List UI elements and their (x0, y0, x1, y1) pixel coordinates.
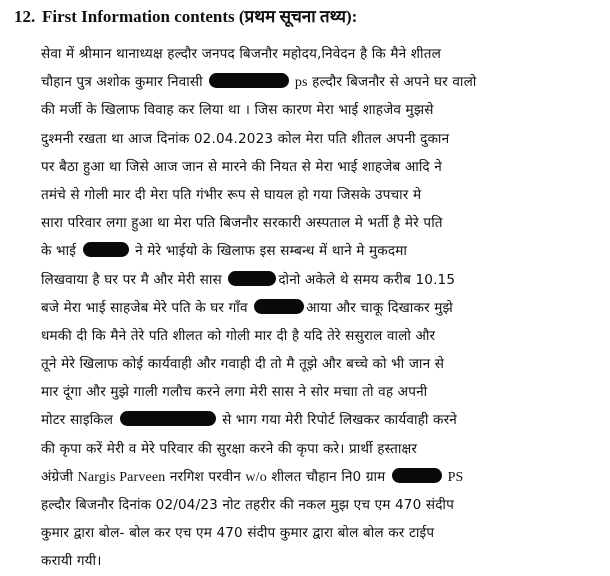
text-line (41, 181, 601, 209)
redaction-mark (254, 299, 304, 314)
text-segment: ps (291, 75, 308, 91)
text-segment: की मर्जी के खिलाफ विवाह कर लिया था । जिस कारण मेरा भाई शाहजेव मुझसे (41, 102, 434, 119)
text-segment: पर बैठा हुआ था जिसे आज जान से मारने की नियत से मेरा भाई शाहजेब आदि ने (41, 158, 442, 175)
text-line (41, 463, 601, 491)
text-segment: लिखवाया है घर पर मै और मेरी सास (41, 271, 227, 288)
text-segment: चौहान पुत्र अशोक कुमार निवासी (41, 74, 208, 91)
text-line (41, 406, 601, 434)
text-line (41, 519, 601, 547)
text-segment: Nargis Parveen (77, 469, 166, 485)
text-segment: करायी गयी। (41, 553, 102, 570)
text-segment: w/o (245, 469, 267, 485)
text-line (41, 153, 601, 181)
text-segment: शीलत चौहान नि0 ग्राम (266, 468, 390, 485)
text-line (41, 40, 601, 68)
redaction-mark (228, 271, 276, 286)
text-segment: बजे मेरा भाई साहजेब मेरे पति के घर गाँव (41, 299, 253, 316)
text-segment: दुश्मनी रखता था आज दिनांक 02.04.2023 कोल मेरा पति शीतल अपनी दुकान (41, 130, 450, 147)
text-line (41, 350, 601, 378)
text-segment: मार दूंगा और मुझे गाली गलौच करने लगा मेरी सास ने सोर मचाा तो वह अपनी (41, 384, 428, 401)
text-line (41, 68, 601, 96)
text-segment: तूने मेरे खिलाफ कोई कार्यवाही और गवाही दी तो मै तूझे और बच्चे को भी जान से (41, 356, 445, 373)
text-line (41, 294, 601, 322)
section-title: First Information contents (प्रथम सूचना तथ्य): (42, 7, 358, 26)
text-segment: सारा परिवार लगा हुआ था मेरा पति बिजनौर सरकारी अस्पताल मे भर्ती है मेरे पति (41, 215, 443, 232)
text-segment: से भाग गया मेरी रिपोर्ट लिखकर कार्यवाही करने (217, 412, 457, 429)
section-number: 12. (14, 7, 36, 26)
text-line (41, 378, 601, 406)
text-segment: हल्दौर बिजनौर दिनांक 02/04/23 नोट तहरीर की नकल मुझ एच एम 470 संदीप (41, 497, 454, 513)
redaction-mark (392, 468, 442, 483)
text-line (41, 209, 601, 237)
text-line (41, 96, 601, 124)
text-line (41, 435, 601, 463)
text-line (41, 266, 601, 294)
text-line (41, 322, 601, 350)
text-segment: PS (443, 469, 464, 485)
text-segment: अंग्रेजी (41, 468, 78, 485)
text-line (41, 125, 601, 153)
text-segment: तमंचे से गोली मार दी मेरा पति गंभीर रूप से घायल हो गया जिसके उपचार मे (41, 186, 422, 203)
redaction-mark (209, 73, 289, 88)
text-line (41, 237, 601, 265)
text-segment: दोनो अकेले थे समय करीब 10.15 (278, 271, 456, 288)
text-segment: मोटर साइकिल (41, 412, 118, 429)
text-line (41, 547, 601, 575)
fir-contents-body (41, 40, 601, 576)
section-heading (14, 6, 357, 28)
text-segment: धमकी दी कि मैने तेरे पति शीलत को गोली मार दी है यदि तेरे ससुराल वालो और (41, 327, 436, 344)
redaction-mark (83, 242, 129, 257)
text-segment: कुमार द्वारा बोल- बोल कर एच एम 470 संदीप कुमार द्वारा बोल बोल कर टाईप (41, 525, 435, 542)
text-segment: आया और चाकू दिखाकर मुझे (306, 299, 453, 316)
text-segment: सेवा में श्रीमान थानाध्यक्ष हल्दौर जनपद बिजनौर महोदय,निवेदन है कि मैने शीतल (41, 46, 441, 62)
text-line (41, 491, 601, 519)
text-segment: की कृपा करें मेरी व मेरे परिवार की सुरक्षा करने की कृपा करे। प्रार्थी हस्ताक्षर (41, 440, 418, 457)
redaction-mark (120, 411, 216, 426)
text-segment: के भाई (41, 243, 81, 260)
text-segment: नरगिश परवीन (165, 468, 246, 485)
text-segment: ने मेरे भाईयो के खिलाफ इस सम्बन्ध में थाने मे मुकदमा (130, 243, 408, 260)
text-segment: हल्दौर बिजनौर से अपने घर वालो (307, 74, 477, 91)
